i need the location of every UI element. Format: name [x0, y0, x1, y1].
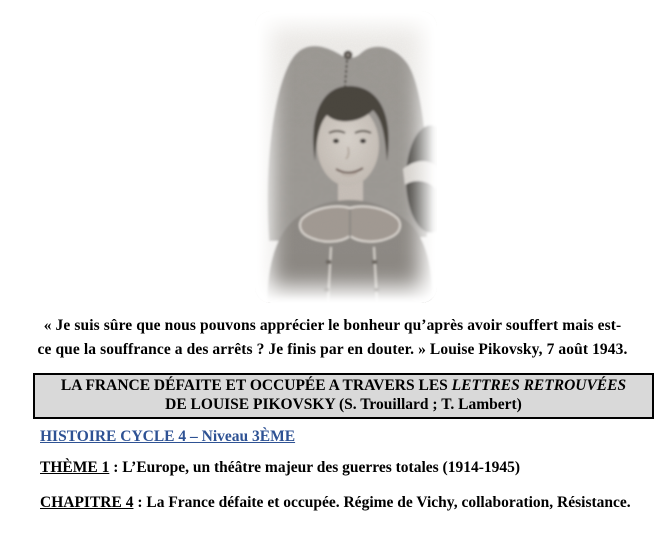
title-box-line-1: [37, 377, 650, 396]
chapter-label: CHAPITRE 4: [40, 494, 134, 511]
portrait-photo: [255, 11, 437, 303]
theme-text: : L’Europe, un théâtre majeur des guerres totales (1914-1945): [109, 459, 521, 476]
theme-line: [40, 459, 520, 477]
course-heading: HISTOIRE CYCLE 4 – Niveau 3ÈME: [40, 428, 296, 445]
chapter-text: : La France défaite et occupée. Régime de Vichy, collaboration, Résistance.: [133, 494, 631, 511]
title-box-line-2: DE LOUISE PIKOVSKY (S. Trouillard ; T. Lambert): [165, 395, 522, 413]
photo-grain: [255, 11, 437, 303]
title-box-line1-text: LA FRANCE DÉFAITE ET OCCUPÉE A TRAVERS LES: [60, 377, 452, 394]
title-box-line1-italic: LETTRES RETROUVÉES: [451, 377, 627, 394]
quote-block: [10, 314, 655, 362]
theme-label: THÈME 1: [40, 459, 110, 476]
title-box: [33, 373, 654, 419]
quote-line-1: « Je suis sûre que nous pouvons apprécier le bonheur qu’après avoir souffert mais est-: [43, 317, 622, 334]
quote-line-2: ce que la souffrance a des arrêts ? Je finis par en douter. » Louise Pikovsky, 7 août 1943.: [37, 341, 628, 358]
portrait-photo-illustration: [255, 11, 437, 303]
chapter-line: [40, 492, 645, 513]
